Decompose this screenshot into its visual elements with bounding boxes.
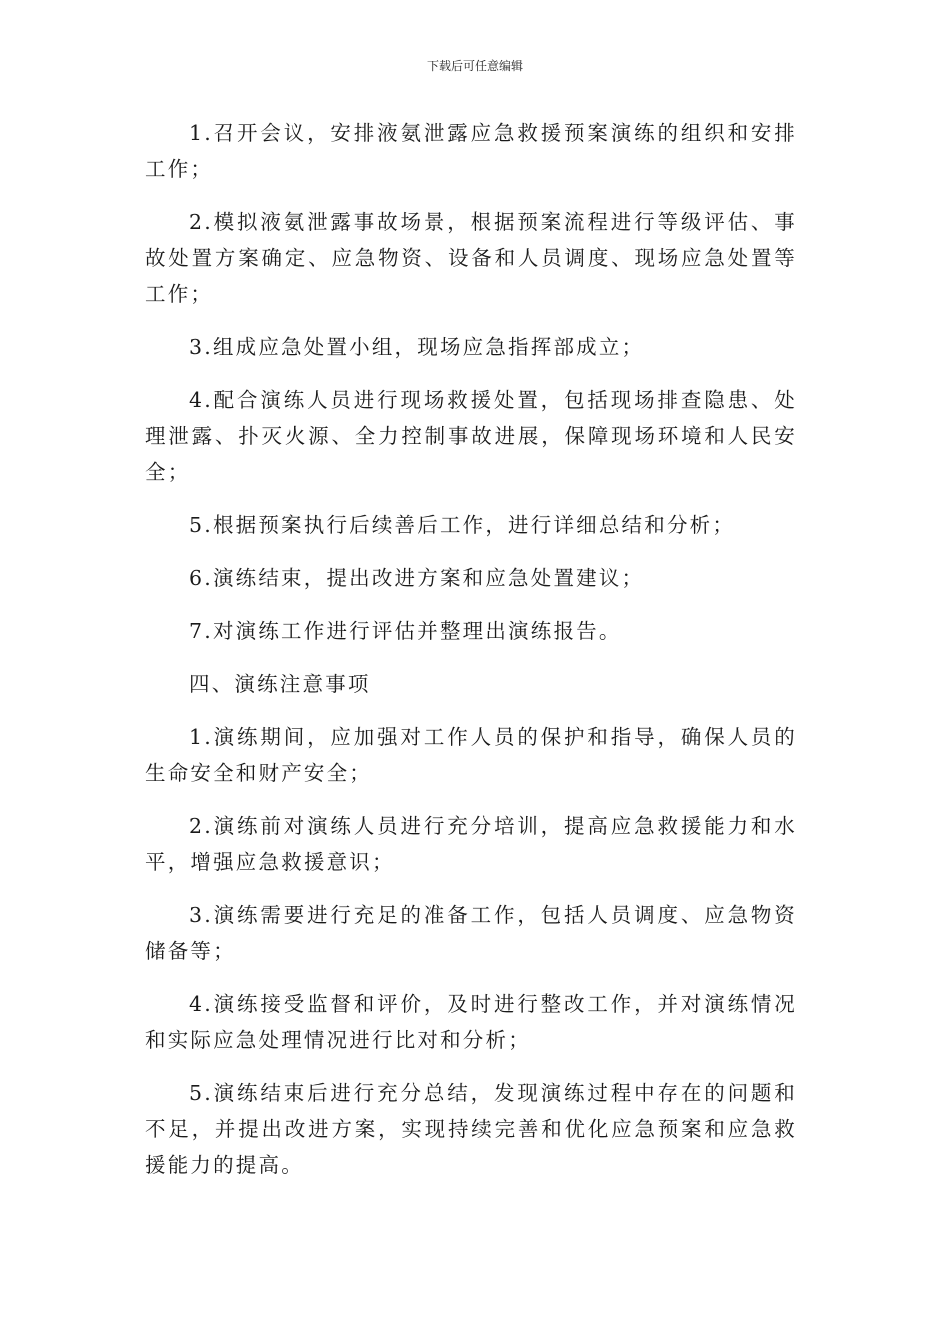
note-paragraph-1: 1.演练期间，应加强对工作人员的保护和指导，确保人员的生命安全和财产安全； (145, 725, 797, 785)
paragraph-1: 1.召开会议，安排液氨泄露应急救援预案演练的组织和安排工作； (145, 121, 797, 181)
paragraph-7: 7.对演练工作进行评估并整理出演练报告。 (189, 619, 622, 643)
paragraph-3: 3.组成应急处置小组，现场应急指挥部成立； (189, 335, 645, 359)
paragraph-4: 4.配合演练人员进行现场救援处置，包括现场排查隐患、处理泄露、扑灭火源、全力控制事故进展，保障现场环境和人民安全； (145, 388, 797, 484)
note-paragraph-2: 2.演练前对演练人员进行充分培训，提高应急救援能力和水平，增强应急救援意识； (145, 814, 797, 874)
note-paragraph-5: 5.演练结束后进行充分总结，发现演练过程中存在的问题和不足，并提出改进方案，实现持续完善和优化应急预案和应急救援能力的提高。 (145, 1081, 797, 1177)
document-body (145, 115, 797, 1200)
note-paragraph-4: 4.演练接受监督和评价，及时进行整改工作，并对演练情况和实际应急处理情况进行比对和分析； (145, 992, 797, 1052)
paragraph-5: 5.根据预案执行后续善后工作，进行详细总结和分析； (189, 513, 736, 537)
section-heading: 四、演练注意事项 (189, 672, 371, 696)
note-paragraph-3: 3.演练需要进行充足的准备工作，包括人员调度、应急物资储备等； (145, 903, 797, 963)
paragraph-2: 2.模拟液氨泄露事故场景，根据预案流程进行等级评估、事故处置方案确定、应急物资、设备和人员调度、现场应急处置等工作； (145, 210, 797, 306)
page-header: 下载后可任意编辑 (426, 59, 523, 73)
paragraph-6: 6.演练结束，提出改进方案和应急处置建议； (189, 566, 645, 590)
